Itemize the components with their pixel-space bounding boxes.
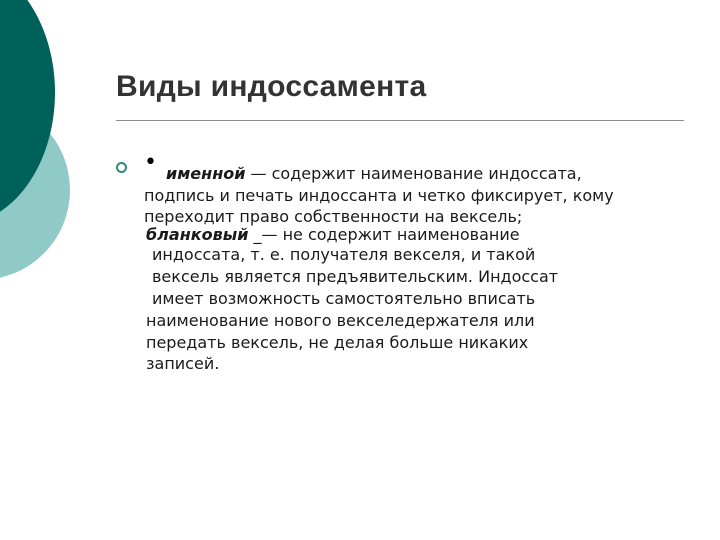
body-line-4	[146, 225, 520, 245]
body-line-2: подпись и печать индоссанта и четко фиксирует, кому	[144, 186, 614, 205]
body-line-1	[166, 164, 582, 184]
body-line-8: наименование нового векселедержателя или	[146, 311, 535, 330]
slide-title: Виды индоссамента	[116, 70, 427, 103]
ring-bullet-icon	[116, 162, 127, 173]
term-blankovy: бланковый	[146, 225, 249, 244]
body-line-10: записей.	[146, 354, 220, 373]
body-line-4-text: _— не содержит наименование	[248, 225, 520, 244]
title-divider	[116, 120, 684, 121]
body-line-1-text: — содержит наименование индоссата,	[245, 164, 582, 183]
body-line-6: вексель является предъявительским. Индоссат	[152, 267, 559, 286]
term-imennoy: именной	[166, 164, 246, 183]
body-line-7: имеет возможность самостоятельно вписать	[152, 289, 536, 308]
body-line-5: индоссата, т. е. получателя векселя, и такой	[152, 245, 536, 264]
body-line-3: переходит право собственности на вексель;	[144, 207, 523, 226]
body-line-9: передать вексель, не делая больше никаких	[146, 333, 529, 352]
dot-bullet-icon: •	[144, 150, 157, 175]
